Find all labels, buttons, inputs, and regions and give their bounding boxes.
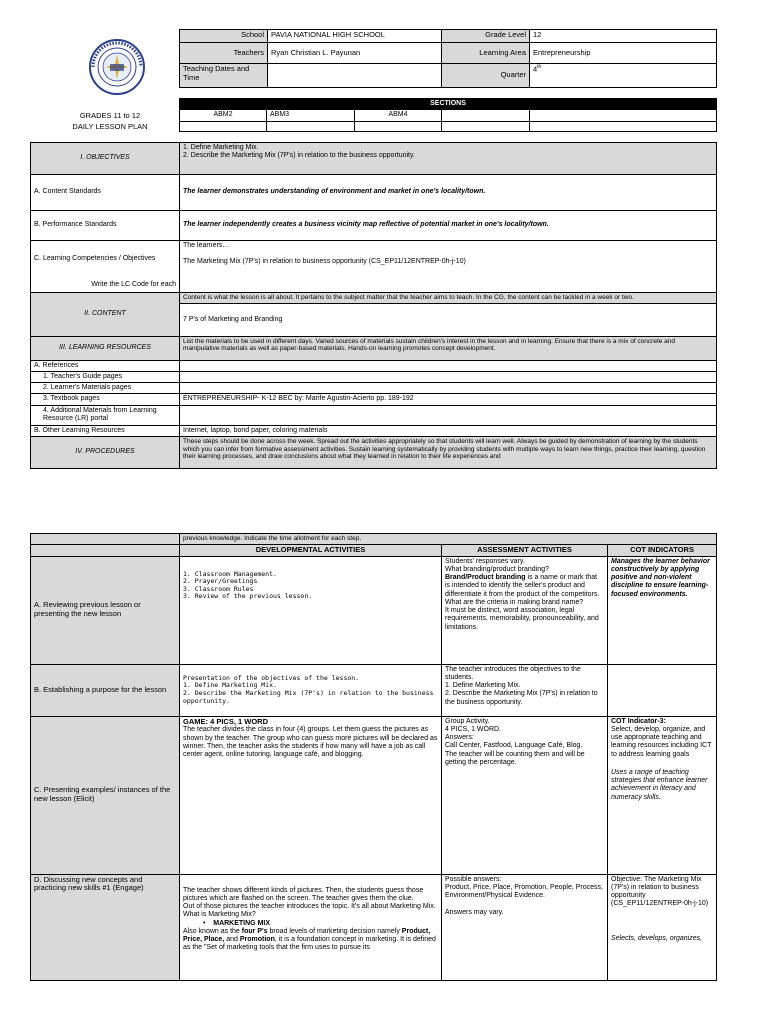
resources-row (31, 336, 717, 360)
row-a-label: A. Reviewing previous lesson or presenting the new lesson (31, 556, 180, 664)
competencies-row (31, 241, 717, 293)
competencies-sublabel: Write the LC Code for each (91, 280, 176, 288)
performance-standards-row (31, 211, 717, 241)
row-c-assess: Group Activity. 4 PICS, 1 WORD. Answers: Call Center, Fastfood, Language Café, Blog. The teacher will be counting them and will be getting the percentage. (442, 716, 608, 874)
row-d-label: D. Discussing new concepts and practicing new skills #1 (Engage) (31, 874, 180, 980)
row-a-dev: 1. Classroom Management. 2. Prayer/Greetings 3. Classroom Rules 3. Review of the previous lesson. (180, 556, 442, 664)
daily-lesson-plan-title: DAILY LESSON PLAN (72, 121, 148, 131)
school-label: School (180, 30, 268, 43)
sections-table (179, 98, 717, 132)
grades-title: GRADES 11 to 12 (79, 111, 141, 120)
lr-portal-label: 4. Additional Materials from Learning Resource (LR) portal (31, 405, 180, 425)
area-label: Learning Area (442, 43, 530, 64)
row-a-assess (442, 556, 608, 664)
content-standards-label: A. Content Standards (31, 175, 180, 211)
textbook-label: 3. Textbook pages (31, 394, 180, 405)
row-b-assess: The teacher introduces the objectives to the students. 1. Define Marketing Mix. 2. Describe the Marketing Mix (7P's) in relation to the business opportunity. (442, 664, 608, 716)
row-a-assess-1: Students' responses vary. (445, 557, 525, 565)
row-d-dev-cell (180, 874, 442, 980)
other-resources-label: B. Other Learning Resources (31, 425, 180, 436)
textbook-text: ENTREPRENEURSHIP- K-12 BEC by: Marife Agustin-Acierto pp. 189-192 (180, 394, 717, 405)
row-d-cot-2: Selects, develops, organizes, (611, 934, 703, 942)
performance-standards-label: B. Performance Standards (31, 211, 180, 241)
grade-value: 12 (530, 30, 717, 43)
row-a (31, 556, 717, 664)
row-a-assess-3: is a name or mark that is intended to identify the seller's product and differentiate it from the product of the competitors. (445, 574, 600, 598)
col-cot: COT INDICATORS (608, 544, 717, 556)
teachers-value: Ryan Christian L. Payunan (268, 43, 442, 64)
row-b-dev: Presentation of the objectives of the lesson. 1. Define Marketing Mix. 2. Describe the Marketing Mix (7P's) in relation to the business opportunity. (180, 664, 442, 716)
deped-seal (88, 38, 146, 96)
area-value: Entrepreneurship (530, 43, 717, 64)
row-a-cot: Manages the learner behavior constructively by applying positive and non-violent discipline to ensure learning-focused environments. (608, 556, 717, 664)
content-standards-text: The learner demonstrates understanding of environment and market in one's locality/town. (180, 175, 717, 211)
section-abm3: ABM3 (267, 110, 355, 121)
resources-label: III. LEARNING RESOURCES (31, 336, 180, 360)
row-b-label: B. Establishing a purpose for the lesson (31, 664, 180, 716)
quarter-label: Quarter (442, 64, 530, 88)
content-standards-row (31, 175, 717, 211)
sections-header: SECTIONS (180, 99, 717, 110)
row-c-cot-1: Select, develop, organize, and use appropriate teaching and learning resources including ICT to address learning goals (611, 725, 712, 758)
row-c-label: C. Presenting examples/ instances of the new lesson (Elicit) (31, 716, 180, 874)
row-a-assess-2: What branding/product branding? (445, 565, 549, 573)
procedures-row (31, 436, 717, 468)
row-d-bullet-text: MARKETING MIX (213, 919, 271, 927)
row-a-assess-bold: Brand/Product branding (445, 574, 526, 581)
row-b (31, 664, 717, 716)
row-c (31, 716, 717, 874)
procedures-text: These steps should be done across the week. Spread out the activities appropriately so that students will learn well. Always be guided by demonstration of learning by the students which you can infer from formative assessment activities. Sustain learning systematically by providing students with multiple ways to learn new things, practice their learning, question their learning processes, and draw conclusions about what they learned in relation to their life experiences and (180, 436, 717, 468)
row-d (31, 874, 717, 980)
other-resources-text: Internet, laptop, bond paper, coloring materials (180, 425, 717, 436)
header-table (179, 29, 717, 88)
section-empty (442, 110, 530, 121)
grade-label: Grade Level (442, 30, 530, 43)
content-label: II. CONTENT (31, 293, 180, 337)
dates-value (268, 64, 442, 88)
objectives-row (31, 143, 717, 175)
procedures-continued: previous knowledge. Indicate the time allotment for each step. (180, 534, 717, 545)
competencies-text: The Marketing Mix (7P's) in relation to business opportunity (CS_EP11/12ENTREP-0h-j-10) (183, 258, 466, 266)
lesson-plan-table (30, 142, 717, 469)
competencies-text-cell (180, 241, 717, 293)
row-d-assess: Possible answers: Product, Price, Place, Promotion, People, Process, Environment/Physical Evidence. Answers may vary. (442, 874, 608, 980)
row-c-cot-2: Uses a range of teaching strategies that enhance learner achievement in literacy and numeracy skills. (611, 768, 708, 801)
competencies-intro: The learners… (183, 242, 230, 249)
row-c-cot-title: COT Indicator-3: (611, 717, 666, 725)
row-c-dev-cell (180, 716, 442, 874)
row-c-dev: The teacher divides the class in four (4) groups. Let them guess the pictures as shown by the teacher. The group who can guess more pictures will be declared as winner. Then, the teacher asks the students if how many will have a job as call center agent, online tutoring, language café, and blogging. (183, 726, 438, 759)
row-d-cot-cell (608, 874, 717, 980)
learners-materials-label: 2. Learner's Materials pages (31, 383, 180, 394)
content-text: 7 P's of Marketing and Branding (180, 303, 717, 336)
row-a-assess-4: What are the criteria in making brand name? (445, 598, 584, 606)
objectives-text: 1. Define Marketing Mix. 2. Describe the Marketing Mix (7P's) in relation to the business opportunity. (180, 143, 717, 175)
content-note: Content is what the lesson is all about. It pertains to the subject matter that the teacher aims to teach. In the CG, the content can be tackled in a week or two. (180, 293, 717, 304)
row-c-dev-title: GAME: 4 PICS, 1 WORD (183, 716, 269, 726)
row-d-bullet: • MARKETING MIX (203, 919, 271, 927)
row-d-dev-2: Also known as the four P's broad levels of marketing decision namely Product, Price, Place, and Promotion, it is a foundation concept in marketing. It is defined as the "Set of marketing tools that the firm uses to pursue its (183, 927, 436, 952)
quarter-value: 4th (530, 64, 717, 88)
objectives-label: I. OBJECTIVES (31, 143, 180, 175)
content-note-row (31, 293, 717, 304)
teachers-guide-label: 1. Teacher's Guide pages (31, 371, 180, 382)
dates-label: Teaching Dates and Time (180, 64, 268, 88)
col-developmental: DEVELOPMENTAL ACTIVITIES (180, 544, 442, 556)
row-c-cot-cell (608, 716, 717, 874)
row-d-dev-1: The teacher shows different kinds of pictures. Then, the students guess those pictures which are flashed on the screen. The teacher gives them the clue. Out of those pictures the teacher introduces the topic. It's all about Marketing Mix. What is Marketing Mix? (183, 886, 436, 919)
competencies-cell (31, 241, 180, 293)
performance-standards-text: The learner independently creates a business vicinity map reflective of potential market in one's locality/town. (180, 211, 717, 241)
teachers-label: Teachers (180, 43, 268, 64)
school-value: PAVIA NATIONAL HIGH SCHOOL (268, 30, 442, 43)
section-empty (530, 110, 717, 121)
col-assessment: ASSESSMENT ACTIVITIES (442, 544, 608, 556)
row-a-assess-def (445, 574, 604, 599)
row-d-cot-1: Objective: The Marketing Mix (7P's) in relation to business opportunity (CS_EP11/12ENTREP-0h-j-10) (611, 875, 709, 908)
section-abm2: ABM2 (180, 110, 267, 121)
procedures-label: IV. PROCEDURES (31, 436, 180, 468)
procedures-table (30, 533, 717, 981)
row-a-assess-5: It must be distinct, word association, legal requirements, memorability, pronounceability, and limitations. (445, 607, 599, 631)
competencies-label: C. Learning Competencies / Objectives (34, 255, 156, 262)
section-abm4: ABM4 (355, 110, 442, 121)
references-label: A. References (31, 360, 180, 371)
resources-text: List the materials to be used in different days. Varied sources of materials sustain children's interest in the lesson and in learning. Ensure that there is a mix of concrete and manipulative materials as well as paper-based materials. Hands-on learning promotes concept development. (180, 336, 717, 360)
plan-title (40, 111, 180, 132)
